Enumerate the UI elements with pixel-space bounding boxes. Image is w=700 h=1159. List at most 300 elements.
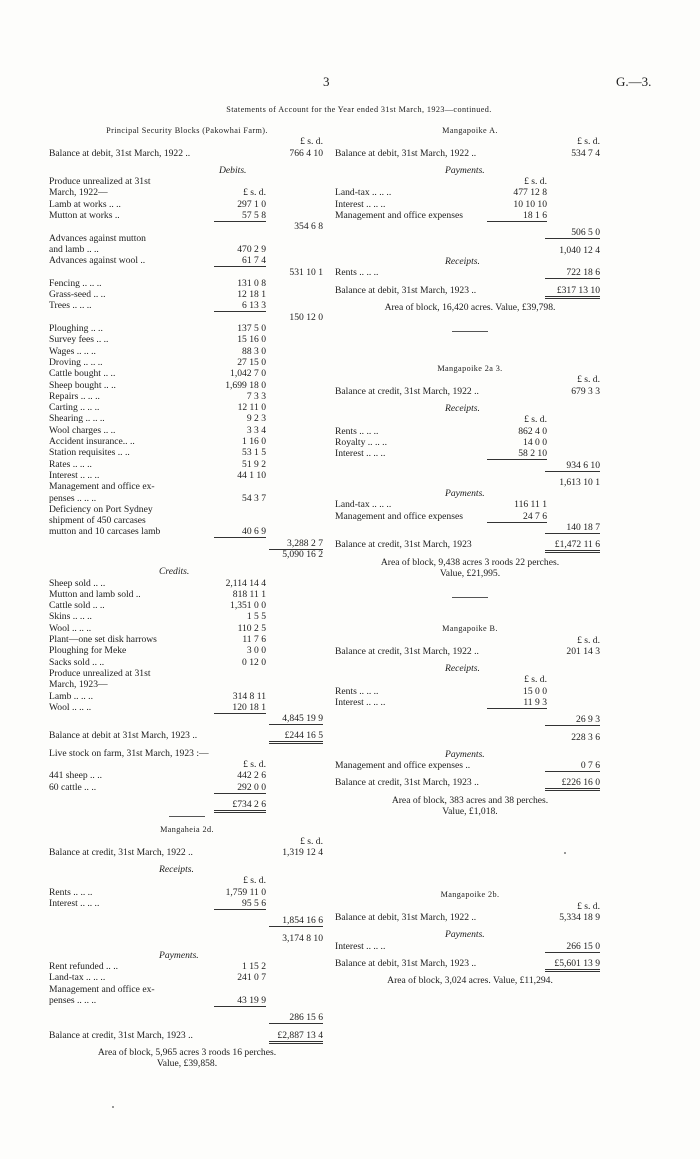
- ledger-row: [49, 413, 325, 424]
- ledger-row: [49, 1030, 325, 1041]
- ledger-row: [49, 470, 325, 481]
- amount-inner: 61 7 4: [242, 255, 266, 267]
- amount-inner: 241 0 7: [237, 972, 266, 984]
- amount-total: 1,854 16 6: [282, 915, 323, 927]
- ledger-label: Sacks sold .. ..: [49, 656, 105, 668]
- account-heading: [335, 363, 605, 374]
- ledger-row: [335, 941, 605, 952]
- ledger-row: [335, 646, 605, 657]
- ledger-row: [49, 221, 325, 232]
- block-note: [49, 1047, 325, 1058]
- ledger-label: Ploughing for Meke: [49, 645, 127, 657]
- ledger-row: [335, 674, 605, 685]
- amount-total: 679 3 3: [571, 385, 600, 397]
- ledger-row: [49, 995, 325, 1006]
- amount-inner: 7 3 3: [246, 390, 266, 402]
- block-note: [335, 302, 605, 313]
- ledger-row: [49, 578, 325, 589]
- ledger-row: [49, 782, 325, 793]
- amount-total: 534 7 4: [571, 147, 600, 159]
- ledger-label: Interest .. .. ..: [49, 469, 100, 481]
- ledger-row: [49, 984, 325, 995]
- ledger-row: [49, 933, 325, 944]
- ledger-label: Produce unrealized at 31st: [49, 667, 151, 679]
- ledger-row: [49, 380, 325, 391]
- stray-mark: [564, 852, 566, 854]
- ledger-row: [49, 679, 325, 690]
- currency-header: [335, 374, 605, 385]
- rule-line: [545, 538, 600, 553]
- ledger-row: [335, 386, 605, 397]
- ledger-label: Royalty .. .. ..: [335, 436, 387, 448]
- ledger-row: [49, 210, 325, 221]
- ledger-row: [49, 368, 325, 379]
- currency-header: [49, 136, 325, 147]
- ledger-row: [49, 691, 325, 702]
- block-note-text: Area of block, 383 acres and 38 perches.: [391, 794, 549, 806]
- amount-total: £1,472 11 6: [554, 539, 600, 551]
- ledger-label: Rents .. .. ..: [335, 267, 379, 279]
- account-heading: [49, 824, 325, 835]
- account-heading-text: Mangapoike B.: [442, 624, 498, 634]
- ledger-row: [49, 267, 325, 278]
- subheading: [49, 950, 325, 961]
- ledger-row: [49, 668, 325, 679]
- ledger-label: Land-tax .. .. ..: [49, 972, 106, 984]
- subheading: [335, 256, 605, 267]
- ledger-row: [335, 958, 605, 969]
- ledger-label: Repairs .. .. ..: [49, 390, 100, 402]
- amount-inner: 862 4 0: [518, 425, 547, 437]
- amount-inner: 477 12 8: [513, 187, 547, 199]
- ledger-label: Balance at debit, 31st March, 1922 ..: [335, 147, 477, 159]
- currency-header-text: £ s. d.: [577, 900, 600, 912]
- account-heading-text: Principal Security Blocks (Pakowhai Farm).: [106, 126, 268, 135]
- amount-inner: £ s. d.: [243, 875, 266, 887]
- ledger-row: [49, 538, 325, 549]
- ledger-label: Cattle sold .. ..: [49, 600, 105, 612]
- ledger-label: Station requisites .. ..: [49, 447, 130, 459]
- ledger-row: [49, 847, 325, 858]
- amount-inner: 11 7 6: [242, 634, 266, 646]
- ledger-row: [49, 961, 325, 972]
- ledger-label: Sheep sold .. ..: [49, 577, 106, 589]
- amount-inner: 818 11 1: [232, 588, 266, 600]
- ledger-row: [335, 912, 605, 923]
- block-note: [335, 557, 605, 568]
- block-note: [335, 795, 605, 806]
- ledger-label: shipment of 450 carcases: [49, 515, 146, 527]
- ledger-label: Lamb .. .. ..: [49, 690, 93, 702]
- amount-total: 0 7 6: [580, 760, 600, 772]
- ledger-row: [49, 623, 325, 634]
- subheading: [335, 165, 605, 176]
- ledger-row: [49, 770, 325, 781]
- block-note-text: Area of block, 5,965 acres 3 roods 16 perches.: [97, 1046, 277, 1058]
- ledger-label: Interest .. .. ..: [335, 696, 386, 708]
- amount-inner: 0 12 0: [242, 656, 266, 668]
- ledger-row: [49, 187, 325, 198]
- ledger-row: [49, 481, 325, 492]
- currency-header: [335, 136, 605, 147]
- subheading: [335, 403, 605, 414]
- ledger-row: [335, 437, 605, 448]
- currency-header: [49, 836, 325, 847]
- amount-total: 266 15 0: [566, 940, 600, 952]
- block-note-text: Area of block, 3,024 acres. Value, £11,294.: [387, 975, 553, 987]
- subheading-text: Payments.: [159, 949, 199, 961]
- block-note: [49, 1058, 325, 1069]
- ledger-row: [49, 898, 325, 909]
- amount-total: 506 5 0: [571, 227, 600, 239]
- ledger-row: [49, 244, 325, 255]
- ledger-row: [49, 255, 325, 266]
- amount-inner: 1,699 18 0: [225, 379, 266, 391]
- amount-total: 722 18 6: [566, 267, 600, 279]
- amount-total: 201 14 3: [566, 645, 600, 657]
- ledger-row: [335, 732, 605, 743]
- amount-inner: 43 19 9: [237, 995, 266, 1007]
- ledger-row: [49, 346, 325, 357]
- amount-inner: 18 1 6: [523, 210, 547, 222]
- account-heading-text: Mangapoike A.: [442, 126, 498, 135]
- ledger-row: [49, 148, 325, 159]
- amount-total: 531 10 1: [289, 266, 323, 278]
- amount-inner: 137 5 0: [237, 323, 266, 335]
- subheading-text: Debits.: [219, 164, 247, 176]
- account-heading-text: Mangapoike 2b.: [440, 890, 500, 900]
- block-note-text: Value, £39,858.: [156, 1058, 218, 1070]
- amount-total: £317 13 10: [556, 284, 600, 296]
- amount-inner: 2,114 14 4: [225, 577, 266, 589]
- ledger-row: [335, 148, 605, 159]
- ledger-label: Wool charges .. ..: [49, 424, 116, 436]
- currency-header: [335, 901, 605, 912]
- ledger-row: [49, 357, 325, 368]
- ledger-row: [49, 312, 325, 323]
- rule-line: [545, 776, 600, 791]
- subheading-text: Payments.: [445, 164, 485, 176]
- ledger-label: Rents .. .. ..: [335, 685, 379, 697]
- amount-total: £244 16 5: [284, 730, 323, 742]
- amount-inner: £ s. d.: [243, 187, 266, 199]
- amount-total: 354 6 8: [294, 221, 323, 233]
- left-column: [49, 125, 325, 1070]
- subheading: [49, 165, 325, 176]
- amount-total: 140 18 7: [566, 522, 600, 534]
- ledger-label: Management and office expenses: [335, 510, 463, 522]
- ledger-label: Advances against wool ..: [49, 255, 146, 267]
- ledger-label: 60 cattle .. ..: [49, 781, 97, 793]
- amount-inner: 1,759 11 0: [225, 886, 266, 898]
- amount-inner: 95 5 6: [242, 898, 266, 909]
- ledger-row: [335, 176, 605, 187]
- currency-header-text: £ s. d.: [300, 835, 323, 847]
- subheading: [335, 663, 605, 674]
- ledger-row: [49, 199, 325, 210]
- account-heading: [335, 889, 605, 900]
- amount-inner: 131 0 8: [237, 277, 266, 289]
- subheading-text: Receipts.: [445, 403, 480, 415]
- ledger-row: [49, 459, 325, 470]
- ledger-row: [335, 285, 605, 296]
- amount-total: 5,090 16 2: [282, 548, 323, 560]
- amount-inner: 6 13 3: [242, 300, 266, 312]
- amount-total: 1,040 12 4: [559, 244, 600, 256]
- amount-inner: 15 0 0: [523, 685, 547, 697]
- amount-inner: 442 2 6: [237, 770, 266, 782]
- amount-inner: 12 18 1: [237, 289, 266, 301]
- subheading-text: Receipts.: [445, 663, 480, 675]
- ledger-row: [335, 414, 605, 425]
- amount-inner: 53 1 5: [242, 447, 266, 459]
- ledger-label: Interest .. .. ..: [335, 198, 386, 210]
- amount-inner: £ s. d.: [524, 674, 547, 686]
- ledger-label: Balance at debit at 31st March, 1923 ..: [49, 730, 198, 742]
- ledger-row: [49, 493, 325, 504]
- ledger-row: [49, 425, 325, 436]
- ledger-label: Balance at credit, 31st March, 1923 ..: [49, 1029, 193, 1041]
- amount-inner: 40 6 9: [242, 526, 266, 538]
- rule-line: [269, 549, 323, 561]
- amount-inner: 120 18 1: [232, 701, 266, 713]
- ledger-label: Sheep bought .. ..: [49, 379, 116, 391]
- account-heading: [335, 125, 605, 136]
- ledger-row: [335, 210, 605, 221]
- ledger-label: Produce unrealized at 31st: [49, 176, 151, 188]
- ledger-row: [49, 713, 325, 724]
- amount-inner: 314 8 11: [232, 690, 266, 702]
- amount-inner: 10 10 10: [513, 198, 547, 210]
- ledger-row: [335, 267, 605, 278]
- ledger-label: penses .. .. ..: [49, 995, 97, 1007]
- ledger-label: Wool .. .. ..: [49, 701, 92, 713]
- ledger-label: Cattle bought .. ..: [49, 368, 116, 380]
- ledger-label: Land-tax .. .. ..: [335, 499, 392, 511]
- ledger-row: [49, 447, 325, 458]
- account-heading: [335, 623, 605, 634]
- ledger-row: [335, 227, 605, 238]
- block-note: [335, 975, 605, 986]
- amount-inner: 15 16 0: [237, 334, 266, 346]
- ledger-label: Accident insurance.. ..: [49, 436, 135, 448]
- amount-total: 3,174 8 10: [282, 932, 323, 944]
- rule-line: [269, 1029, 323, 1044]
- ledger-label: Balance at debit, 31st March, 1922 ..: [49, 147, 191, 159]
- amount-total: £226 16 0: [561, 777, 600, 789]
- right-column: [335, 125, 605, 986]
- ledger-label: Mutton at works ..: [49, 210, 120, 222]
- amount-total: 5,334 18 9: [559, 911, 600, 923]
- ledger-row: [49, 702, 325, 713]
- subheading-text: Receipts.: [445, 255, 480, 267]
- subheading-text: Payments.: [445, 748, 485, 760]
- amount-total: £5,601 13 9: [554, 957, 600, 969]
- amount-inner: 14 0 0: [523, 436, 547, 448]
- currency-header-text: £ s. d.: [300, 136, 323, 148]
- amount-inner: 51 9 2: [242, 458, 266, 470]
- amount-inner: 44 1 10: [237, 469, 266, 481]
- ledger-label: Fencing .. .. ..: [49, 277, 102, 289]
- ledger-label: Balance at credit, 31st March, 1923: [335, 539, 472, 551]
- ledger-row: [49, 972, 325, 983]
- ledger-label: Wool .. .. ..: [49, 622, 92, 634]
- amount-inner: £ s. d.: [524, 176, 547, 188]
- amount-total: 934 6 10: [566, 459, 600, 471]
- ledger-row: [49, 759, 325, 770]
- ledger-label: mutton and 10 carcases lamb: [49, 526, 161, 538]
- ledger-row: [335, 686, 605, 697]
- ledger-row: [49, 600, 325, 611]
- ledger-label: Trees .. .. ..: [49, 300, 92, 312]
- ledger-row: [335, 426, 605, 437]
- amount-inner: 3 3 4: [246, 424, 266, 436]
- subheading: [335, 929, 605, 940]
- ledger-label: Interest .. .. ..: [335, 940, 386, 952]
- ledger-row: [49, 323, 325, 334]
- page-reference: G.—3.: [616, 74, 652, 89]
- block-note-text: Value, £21,995.: [439, 567, 501, 579]
- amount-inner: 1 16 0: [242, 436, 266, 448]
- ledger-label: Balance at credit, 31st March, 1922 ..: [49, 846, 193, 858]
- ledger-row: [49, 915, 325, 926]
- ledger-label: March, 1923—: [49, 679, 108, 691]
- ledger-label: penses .. .. ..: [49, 492, 97, 504]
- ledger-row: [335, 714, 605, 725]
- amount-inner: 292 0 0: [237, 781, 266, 793]
- ledger-row: [49, 278, 325, 289]
- ledger-label: Carting .. .. ..: [49, 402, 100, 414]
- ledger-label: Balance at credit, 31st March, 1922 ..: [335, 645, 479, 657]
- subheading-text: Payments.: [445, 929, 485, 941]
- ledger-row: [335, 760, 605, 771]
- ledger-label: Droving .. .. ..: [49, 356, 103, 368]
- currency-header-text: £ s. d.: [577, 634, 600, 646]
- amount-inner: 1,042 7 0: [230, 368, 266, 380]
- amount-total: 766 4 10: [289, 147, 323, 159]
- ledger-label: Lamb at works .. ..: [49, 198, 121, 210]
- ledger-label: Management and office expenses: [335, 210, 463, 222]
- ledger-label: Balance at debit, 31st March, 1923 ..: [335, 957, 477, 969]
- ledger-row: [49, 334, 325, 345]
- ledger-label: 441 sheep .. ..: [49, 770, 103, 782]
- page-number: 3: [323, 74, 330, 89]
- ledger-row: [49, 549, 325, 560]
- amount-total: 3,288 2 7: [287, 537, 323, 549]
- amount-total: 1,613 10 1: [559, 476, 600, 488]
- amount-inner: 470 2 9: [237, 243, 266, 255]
- ledger-row: [49, 504, 325, 515]
- amount-inner: £ s. d.: [524, 414, 547, 426]
- amount-inner: 1,351 0 0: [230, 600, 266, 612]
- subheading: [49, 864, 325, 875]
- ledger-label: and lamb .. ..: [49, 243, 99, 255]
- ledger-label: Management and office ex-: [49, 481, 155, 493]
- subheading: [335, 749, 605, 760]
- ledger-row: [49, 730, 325, 741]
- amount-inner: 27 15 0: [237, 356, 266, 368]
- amount-total: 150 12 0: [289, 311, 323, 323]
- amount-inner: £734 2 6: [232, 798, 266, 810]
- ledger-label: Management and office ex-: [49, 983, 155, 995]
- amount-inner: 297 1 0: [237, 198, 266, 210]
- ledger-label: Balance at debit, 31st March, 1923 ..: [335, 284, 477, 296]
- account-heading-text: Mangapoike 2a 3.: [437, 364, 503, 374]
- amount-inner: 116 11 1: [514, 499, 547, 511]
- stray-mark: [112, 1106, 114, 1108]
- ledger-row: [49, 300, 325, 311]
- ledger-row: [49, 799, 325, 810]
- ledger-row: [335, 697, 605, 708]
- ledger-row: [49, 1012, 325, 1023]
- amount-inner: 1 5 5: [246, 611, 266, 623]
- rule-line: [214, 798, 266, 813]
- ledger-label: Ploughing .. ..: [49, 323, 103, 335]
- ledger-label: Land-tax .. .. ..: [335, 187, 392, 199]
- amount-inner: 54 3 7: [242, 492, 266, 504]
- subheading-text: Receipts.: [159, 864, 194, 876]
- amount-inner: 11 9 3: [523, 696, 547, 708]
- ledger-row: [335, 511, 605, 522]
- ledger-row: [49, 176, 325, 187]
- ledger-label: Interest .. .. ..: [49, 898, 100, 909]
- ledger-label: Balance at credit, 31st March, 1923 ..: [335, 777, 479, 789]
- ledger-label: Balance at debit, 31st March, 1922 ..: [335, 911, 477, 923]
- ledger-label: Rents .. .. ..: [335, 425, 379, 437]
- ledger-row: [335, 187, 605, 198]
- ledger-label: Live stock on farm, 31st March, 1923 :—: [49, 747, 209, 759]
- currency-header: [335, 635, 605, 646]
- ledger-row: [335, 245, 605, 256]
- amount-total: £2,887 13 4: [277, 1029, 323, 1041]
- ledger-label: Advances against mutton: [49, 232, 146, 244]
- ledger-row: [49, 748, 325, 759]
- block-note: [335, 568, 605, 579]
- rule-line: [269, 729, 323, 744]
- subheading-text: Credits.: [159, 566, 190, 578]
- ledger-label: Survey fees .. ..: [49, 334, 109, 346]
- amount-inner: 1 15 2: [242, 961, 266, 973]
- block-note: [335, 806, 605, 817]
- amount-inner: 57 5 8: [242, 210, 266, 222]
- amount-inner: 58 2 10: [518, 448, 547, 460]
- ledger-row: [49, 233, 325, 244]
- ledger-row: [49, 526, 325, 537]
- ledger-row: [335, 477, 605, 488]
- amount-inner: 3 0 0: [246, 645, 266, 657]
- ledger-row: [49, 289, 325, 300]
- ledger-label: Rents .. .. ..: [49, 886, 93, 898]
- ledger-row: [335, 522, 605, 533]
- ledger-row: [49, 589, 325, 600]
- subheading-text: Payments.: [445, 488, 485, 500]
- ledger-row: [335, 448, 605, 459]
- ledger-row: [335, 199, 605, 210]
- amount-total: 4,845 19 9: [282, 713, 323, 725]
- amount-total: 26 9 3: [576, 714, 600, 726]
- block-note-text: Area of block, 16,420 acres. Value, £39,798.: [384, 301, 556, 313]
- block-note-text: Area of block, 9,438 acres 3 roods 22 perches.: [380, 556, 560, 568]
- ledger-row: [49, 436, 325, 447]
- page-title: Statements of Account for the Year ended 31st March, 1923—continued.: [226, 105, 492, 114]
- ledger-label: Wages .. .. ..: [49, 345, 96, 357]
- account-heading: [49, 125, 325, 136]
- ledger-row: [49, 657, 325, 668]
- amount-inner: 110 2 5: [237, 622, 266, 634]
- ledger-row: [49, 402, 325, 413]
- ledger-row: [49, 875, 325, 886]
- ledger-label: Plant—one set disk harrows: [49, 634, 157, 646]
